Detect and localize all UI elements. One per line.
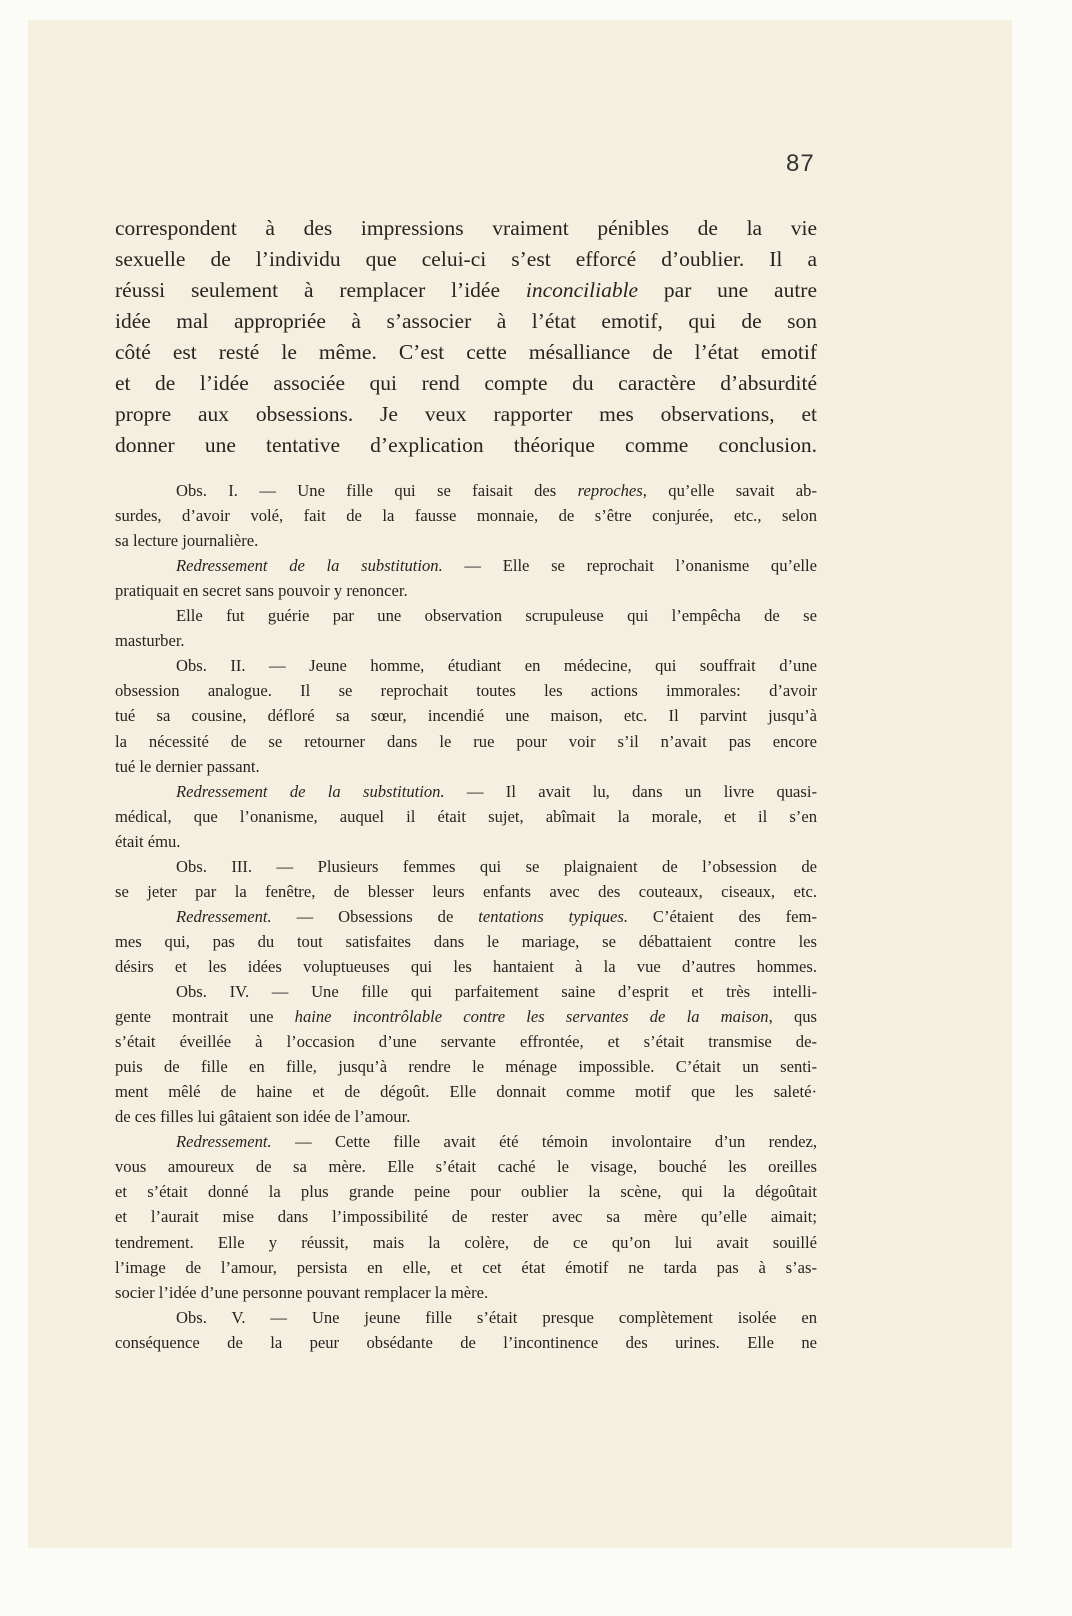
text-segment: tendrement. Elle y réussit, mais la colère, de ce qu’on lui avait souillé [115, 1232, 817, 1252]
text-segment: l’image de l’amour, persista en elle, et cet état émotif ne tarda pas à s’as- [115, 1257, 817, 1277]
text-segment: la nécessité de se retourner dans le rue pour voir s’il n’avait pas encore [115, 731, 817, 751]
main-text-line [115, 244, 817, 275]
text-segment: conséquence de la peur obsédante de l’incontinence des urines. Elle ne [115, 1332, 817, 1352]
small-text-line [115, 1255, 817, 1280]
main-text-line [115, 306, 817, 337]
text-segment: Obs. II. — Jeune homme, étudiant en médecine, qui souffrait d’une [176, 656, 817, 676]
small-text-line [176, 478, 817, 503]
small-text-line [176, 553, 817, 578]
small-text-line [176, 653, 817, 678]
small-text-line [176, 979, 817, 1004]
small-text-line [115, 804, 817, 829]
main-text-line [115, 275, 817, 306]
italic-text: reproches [577, 481, 643, 500]
small-text-line [115, 1104, 817, 1129]
text-segment: sexuelle de l’individu que celui-ci s’est efforcé d’oublier. Il a [115, 247, 817, 271]
small-text-line [115, 1204, 817, 1229]
small-text-line [115, 503, 817, 528]
text-segment: par une autre [638, 278, 818, 302]
small-text-line [115, 754, 817, 779]
italic-text: tentations typiques. [478, 906, 629, 926]
text-segment: , qus [768, 1007, 817, 1027]
page-number: 87 [786, 150, 815, 177]
small-text-line [115, 1079, 817, 1104]
main-text-line [115, 213, 817, 244]
small-text-line [176, 854, 817, 879]
small-text-line [176, 1129, 817, 1154]
text-segment: obsession analogue. Il se reprochait toutes les actions immorales: d’avoir [115, 681, 817, 701]
small-text-line [115, 1054, 817, 1079]
main-text-line [115, 399, 817, 430]
italic-text: Redressement. [176, 906, 272, 926]
text-segment: ment mêlé de haine et de dégoût. Elle donnait comme motif que les saleté· [115, 1082, 817, 1102]
text-segment: était ému. [115, 831, 181, 851]
text-segment: C’étaient des fem- [628, 906, 817, 926]
small-text-line [115, 678, 817, 703]
text-segment: vous amoureux de sa mère. Elle s’était caché le visage, bouché les oreilles [115, 1157, 817, 1177]
text-segment: surdes, d’avoir volé, fait de la fausse monnaie, de s’être conjurée, etc., selon [115, 506, 817, 526]
main-text-line [115, 368, 817, 399]
text-segment: gente montrait une [115, 1007, 295, 1027]
text-segment: Obs. III. — Plusieurs femmes qui se plaignaient de l’obsession de [176, 856, 817, 876]
text-segment: socier l’idée d’une personne pouvant remplacer la mère. [115, 1282, 489, 1302]
small-text-line [115, 703, 817, 728]
text-segment: sa lecture journalière. [115, 531, 259, 551]
text-segment: tué le dernier passant. [115, 756, 260, 776]
italic-text: Redressement de la substitution. [176, 781, 445, 801]
text-segment: désirs et les idées voluptueuses qui les hantaient à la vue d’autres hommes. [115, 956, 817, 976]
small-text-line [115, 879, 817, 904]
small-text-line [115, 1154, 817, 1179]
small-text-line [115, 528, 817, 553]
text-segment: côté est resté le même. C’est cette mésalliance de l’état emotif [115, 340, 817, 364]
italic-text: haine incontrôlable contre les servantes de la maison [294, 1007, 769, 1027]
text-segment: — Cette fille avait été témoin involontaire d’un rendez, [271, 1132, 817, 1152]
small-text-line [115, 1004, 817, 1029]
italic-text: inconciliable [525, 278, 639, 302]
text-segment: propre aux obsessions. Je veux rapporter mes observations, et [115, 402, 817, 426]
text-segment: — Elle se reprochait l’onanisme qu’elle [442, 556, 818, 576]
small-text-line [115, 1179, 817, 1204]
italic-text: Redressement de la substitution. [176, 556, 443, 576]
text-segment: puis de fille en fille, jusqu’à rendre le ménage impossible. C’était un senti- [115, 1057, 817, 1077]
text-segment: — Il avait lu, dans un livre quasi- [444, 781, 817, 801]
small-text-line [115, 578, 817, 603]
small-text-line [115, 929, 817, 954]
text-segment: réussi seulement à remplacer l’idée [115, 278, 526, 302]
main-text-line [115, 430, 817, 461]
text-segment: donner une tentative d’explication théorique comme conclusion. [115, 433, 817, 457]
text-segment: et s’était donné la plus grande peine pour oublier la scène, qui la dégoûtait [115, 1182, 817, 1202]
small-text-line [115, 1330, 817, 1355]
small-text-line [115, 829, 817, 854]
text-segment: correspondent à des impressions vraiment pénibles de la vie [115, 216, 817, 240]
text-segment: s’était éveillée à l’occasion d’une servante effrontée, et s’était transmise de- [115, 1032, 817, 1052]
text-segment: et de l’idée associée qui rend compte du caractère d’absurdité [115, 371, 817, 395]
text-segment: Obs. IV. — Une fille qui parfaitement saine d’esprit et très intelli- [176, 982, 817, 1001]
text-segment: médical, que l’onanisme, auquel il était sujet, abîmait la morale, et il s’en [115, 806, 817, 826]
text-segment: et l’aurait mise dans l’impossibilité de rester avec sa mère qu’elle aimait; [115, 1207, 817, 1227]
text-segment: masturber. [115, 631, 185, 651]
small-text-line [115, 1280, 817, 1305]
text-segment: — Obsessions de [271, 906, 479, 926]
small-text-line [115, 1230, 817, 1255]
small-text-line [176, 603, 817, 628]
small-text-line [176, 904, 817, 929]
text-segment: tué sa cousine, défloré sa sœur, incendié une maison, etc. Il parvint jusqu’à [115, 706, 817, 726]
text-segment: se jeter par la fenêtre, de blesser leurs enfants avec des couteaux, ciseaux, etc. [115, 881, 817, 901]
text-segment: de ces filles lui gâtaient son idée de l’amour. [115, 1107, 411, 1127]
italic-text: Redressement. [176, 1132, 272, 1152]
text-segment: Obs. V. — Une jeune fille s’était presque complètement isolée en [176, 1307, 817, 1327]
text-segment: , qu’elle savait ab- [642, 481, 817, 500]
small-text-line [115, 729, 817, 754]
small-text-line [115, 954, 817, 979]
text-segment: pratiquait en secret sans pouvoir y renoncer. [115, 581, 408, 601]
main-text-line [115, 337, 817, 368]
text-segment: Obs. I. — Une fille qui se faisait des [176, 481, 578, 500]
small-text-line [115, 628, 817, 653]
text-segment: Elle fut guérie par une observation scrupuleuse qui l’empêcha de se [176, 606, 817, 626]
small-text-line [176, 779, 817, 804]
small-text-line [176, 1305, 817, 1330]
small-text-line [115, 1029, 817, 1054]
text-segment: mes qui, pas du tout satisfaites dans le mariage, se débattaient contre les [115, 931, 817, 951]
text-segment: idée mal appropriée à s’associer à l’état emotif, qui de son [115, 309, 817, 333]
